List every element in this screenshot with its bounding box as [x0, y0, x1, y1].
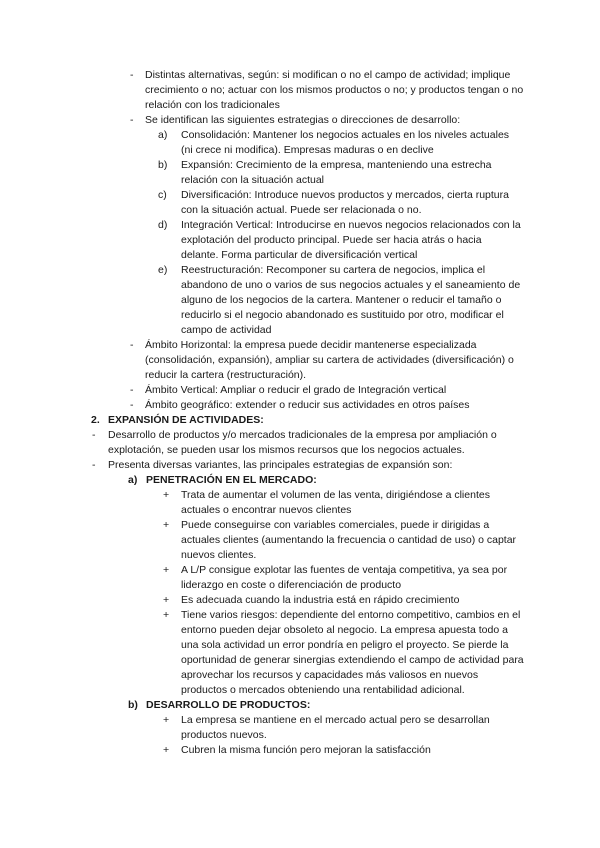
plus-item-text: Es adecuada cuando la industria está en rápido crecimiento	[181, 594, 460, 606]
section-title: EXPANSIÓN DE ACTIVIDADES:	[108, 414, 264, 426]
plus-marker: +	[163, 609, 170, 621]
list-item	[0, 458, 600, 473]
plus-marker: +	[163, 714, 170, 726]
strategy-item	[0, 188, 600, 218]
section-heading	[0, 413, 600, 428]
list-item	[0, 398, 600, 413]
list-item-text: Ámbito geográfico: extender o reducir sus actividades en otros países	[145, 399, 470, 411]
letter-marker: a)	[128, 474, 138, 486]
subsection-title: DESARROLLO DE PRODUCTOS:	[146, 699, 311, 711]
plus-item-text: A L/P consigue explotar las fuentes de ventaja competitiva, ya sea por liderazgo en coste o diferenciación de producto	[181, 564, 508, 591]
list-item	[0, 113, 600, 128]
letter-marker: c)	[158, 189, 167, 201]
plus-item-text: Cubren la misma función pero mejoran la satisfacción	[181, 744, 431, 756]
plus-marker: +	[163, 519, 170, 531]
dash-marker: -	[92, 459, 96, 471]
plus-item	[0, 488, 600, 518]
plus-item-text: Tiene varios riesgos: dependiente del entorno competitivo, cambios en el entorno pueden dejar obsoleto al negocio. La empresa apuesta todo a una sola actividad un error pondría en peligro el proyecto. Se pierde la oportunidad de generar sinergias extendiendo el campo de actividad para aprovechar los recursos y capacidades más valiosos en nuevos productos o mercados obteniendo una rentabilidad adicional.	[181, 609, 524, 696]
dash-marker: -	[130, 399, 134, 411]
plus-marker: +	[163, 489, 170, 501]
subsection-heading	[0, 698, 600, 713]
dash-marker: -	[92, 429, 96, 441]
plus-item	[0, 563, 600, 593]
dash-marker: -	[130, 114, 134, 126]
plus-marker: +	[163, 744, 170, 756]
plus-item	[0, 608, 600, 698]
plus-item	[0, 518, 600, 563]
section-number: 2.	[91, 414, 100, 426]
strategy-text: Consolidación: Mantener los negocios actuales en los niveles actuales (ni crece ni modifica). Empresas maduras o en declive	[181, 129, 510, 156]
strategy-item	[0, 263, 600, 338]
letter-marker: e)	[158, 264, 168, 276]
list-item	[0, 383, 600, 398]
letter-marker: a)	[158, 129, 168, 141]
list-item-text: Presenta diversas variantes, las principales estrategias de expansión son:	[108, 459, 453, 471]
strategy-text: Expansión: Crecimiento de la empresa, manteniendo una estrecha relación con la situación actual	[181, 159, 492, 186]
plus-marker: +	[163, 594, 170, 606]
plus-item	[0, 593, 600, 608]
strategy-item	[0, 158, 600, 188]
strategy-item	[0, 218, 600, 263]
list-item-text: Se identifican las siguientes estrategias o direcciones de desarrollo:	[145, 114, 461, 126]
list-item-text: Desarrollo de productos y/o mercados tradicionales de la empresa por ampliación o explotación, se pueden usar los mismos recursos que los negocios actuales.	[108, 429, 497, 456]
plus-item	[0, 743, 600, 758]
list-item	[0, 68, 600, 113]
plus-item	[0, 713, 600, 743]
list-item-text: Distintas alternativas, según: si modifican o no el campo de actividad; implique crecimiento o no; actuar con los mismos productos o no; y productos tengan o no relación con los tradicionales	[145, 69, 524, 111]
document-page	[0, 68, 600, 758]
plus-item-text: Puede conseguirse con variables comerciales, puede ir dirigidas a actuales clientes (aumentando la frecuencia o cantidad de uso) o captar nuevos clientes.	[181, 519, 517, 561]
list-item	[0, 338, 600, 383]
subsection-heading	[0, 473, 600, 488]
subsection-title: PENETRACIÓN EN EL MERCADO:	[146, 474, 317, 486]
plus-item-text: Trata de aumentar el volumen de las venta, dirigiéndose a clientes actuales o encontrar nuevos clientes	[181, 489, 490, 516]
plus-marker: +	[163, 564, 170, 576]
strategy-text: Reestructuración: Recomponer su cartera de negocios, implica el abandono de uno o varios de sus negocios actuales y el saneamiento de alguno de los negocios de la cartera. Mantener o reducir el tamaño o reducirlo si el negocio abandonado es sustituido por otro, modificar el campo de actividad	[181, 264, 521, 336]
strategy-text: Integración Vertical: Introducirse en nuevos negocios relacionados con la explotación del producto principal. Puede ser hacia atrás o hacia delante. Forma particular de diversificación vertical	[181, 219, 521, 261]
dash-marker: -	[130, 339, 134, 351]
list-item-text: Ámbito Horizontal: la empresa puede decidir mantenerse especializada (consolidación, expansión), ampliar su cartera de actividades (diversificación) o reducir la cartera (restructuración).	[145, 339, 514, 381]
strategy-text: Diversificación: Introduce nuevos productos y mercados, cierta ruptura con la situación actual. Puede ser relacionada o no.	[181, 189, 509, 216]
dash-marker: -	[130, 384, 134, 396]
letter-marker: d)	[158, 219, 168, 231]
strategy-item	[0, 128, 600, 158]
plus-item-text: La empresa se mantiene en el mercado actual pero se desarrollan productos nuevos.	[181, 714, 490, 741]
letter-marker: b)	[128, 699, 138, 711]
dash-marker: -	[130, 69, 134, 81]
list-item-text: Ámbito Vertical: Ampliar o reducir el grado de Integración vertical	[145, 384, 447, 396]
list-item	[0, 428, 600, 458]
letter-marker: b)	[158, 159, 168, 171]
